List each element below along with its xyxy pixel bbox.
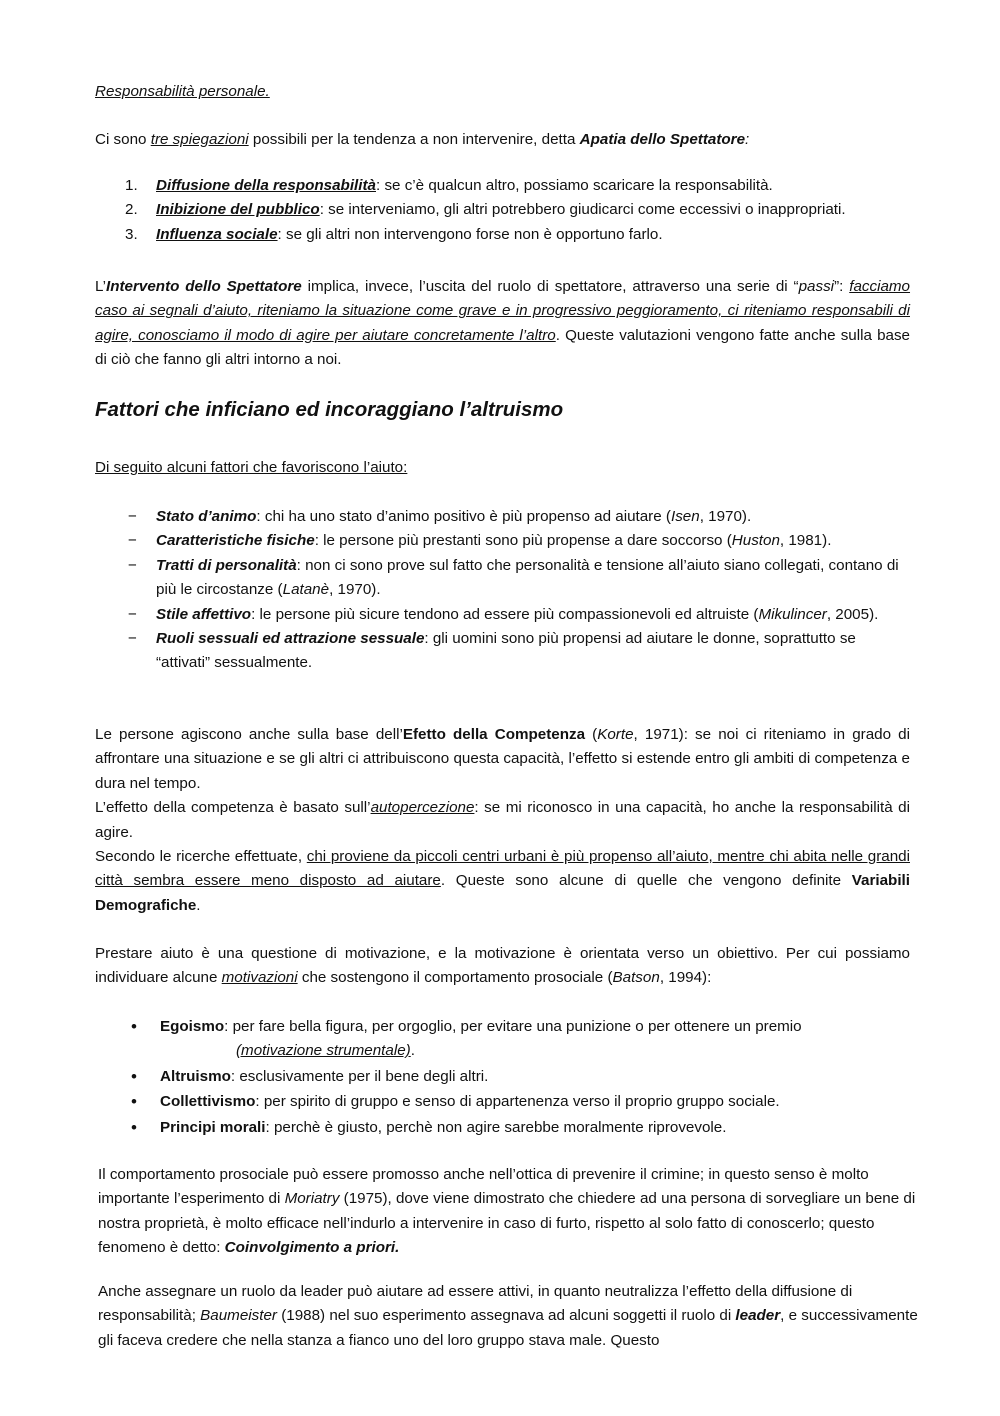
bullet-marker: • xyxy=(131,1066,137,1086)
list-item xyxy=(95,223,910,247)
text: , 1994): xyxy=(659,969,712,987)
list-term: Altruismo xyxy=(160,1067,231,1085)
list-text: : esclusivamente per il bene degli altri. xyxy=(230,1067,489,1085)
list-text: : perchè è giusto, perchè non agire sarebbe moralmente riprovevole. xyxy=(265,1118,727,1136)
citation-author: Latanè xyxy=(282,581,330,599)
text: . Queste sono alcune di quelle che vengono definite xyxy=(440,872,852,890)
list-term: Caratteristiche fisiche xyxy=(156,532,315,550)
text-underlined: tre spiegazioni xyxy=(150,131,249,148)
list-text: , 1970). xyxy=(329,581,381,599)
term-bold: Intervento dello Spettatore xyxy=(105,278,302,295)
term-bold: Coinvolgimento a priori. xyxy=(224,1239,400,1257)
list-text: : non ci sono prove sul fatto che personalità e tensione all’aiuto siano collegati, contano di più le circostanze ( xyxy=(156,556,899,599)
paragraph-leader xyxy=(98,1280,918,1353)
text: ”: xyxy=(834,278,850,295)
text: Prestare aiuto è una questione di motivazione, e la motivazione è orientata verso un obiettivo. Per cui possiamo individuare alcune xyxy=(95,945,910,987)
list-item xyxy=(95,1090,910,1114)
bullet-marker: • xyxy=(131,1117,137,1137)
list-number: 2. xyxy=(125,201,138,219)
list-text: : chi ha uno stato d’animo positivo è più propenso ad aiutare ( xyxy=(256,508,671,525)
list-item xyxy=(95,627,910,676)
term-bold: Variabili Demografiche xyxy=(95,872,910,914)
citation-author: Isen xyxy=(670,508,700,525)
text: Anche assegnare un ruolo da leader può aiutare ad essere attivi, in quanto neutralizza l’effetto della diffusione di responsabilità; xyxy=(98,1283,853,1325)
text: implica, invece, l’uscita del ruolo di spettatore, attraverso una serie di “ xyxy=(301,278,799,295)
paragraph-motivation xyxy=(95,942,910,991)
list-item xyxy=(95,1065,910,1089)
text: . Queste valutazioni vengono fatte anche sulla base di ciò che fanno gli altri intorno a noi. xyxy=(95,326,911,369)
term-bold: Apatia dello Spettatore xyxy=(579,131,746,148)
citation-author: Moriatry xyxy=(284,1190,340,1208)
text: Le persone agiscono anche sulla base dell’ xyxy=(95,726,403,743)
list-item xyxy=(95,529,910,553)
list-term: Influenza sociale xyxy=(156,225,278,243)
dash-marker: − xyxy=(128,556,137,574)
list-number: 1. xyxy=(125,177,138,194)
list-item xyxy=(95,1116,910,1140)
text-underlined: motivazioni xyxy=(221,969,298,987)
text: L’ xyxy=(95,278,106,295)
list-term: Stile affettivo xyxy=(156,605,252,623)
list-text: , 1981). xyxy=(779,532,832,550)
text-italic: passi xyxy=(798,278,835,295)
text: , 1971): se noi ci riteniamo in grado di affrontare una situazione e se gli altri ci attribuiscono questa capacità, l’effetto si estende entro gli ambiti di competenza e dura nel tempo. xyxy=(95,726,910,792)
list-number: 3. xyxy=(125,225,138,243)
text: possibili per la tendenza a non intervenire, detta xyxy=(248,131,580,148)
list-text: : se c’è qualcun altro, possiamo scaricare la responsabilità. xyxy=(376,177,773,194)
text: Il comportamento prosociale può essere promosso anche nell’ottica di prevenire il crimine; in questo senso è molto importante l’esperimento di xyxy=(98,1166,869,1208)
text: L’effetto della competenza è basato sull’ xyxy=(95,799,371,817)
text: che sostengono il comportamento prosociale ( xyxy=(297,969,613,987)
citation-author: Batson xyxy=(612,969,660,987)
text-underlined: autopercezione xyxy=(370,799,475,817)
text: : xyxy=(745,131,750,148)
term-bold: leader xyxy=(735,1307,781,1325)
list-text: , 1970). xyxy=(699,508,752,525)
motivations-list xyxy=(95,1015,910,1140)
list-item xyxy=(95,198,910,222)
list-item xyxy=(95,505,910,529)
list-term: Egoismo xyxy=(160,1018,225,1035)
list-term: Principi morali xyxy=(160,1118,266,1136)
list-item xyxy=(95,174,910,198)
bullet-marker: • xyxy=(131,1092,137,1112)
dash-marker: − xyxy=(128,630,137,648)
list-term: Diffusione della responsabilità xyxy=(156,177,376,194)
text: : se mi riconosco in una capacità, ho anche la responsabilità di agire. xyxy=(95,799,910,841)
paragraph-intervention xyxy=(95,275,910,373)
citation-author: Korte xyxy=(597,726,634,743)
factors-list xyxy=(95,505,910,676)
citation-author: Huston xyxy=(731,532,780,550)
note-text: (motivazione strumentale) xyxy=(236,1042,411,1060)
text-underlined: chi proviene da piccoli centri urbani è più propenso all’aiuto, mentre chi abita nelle grandi città sembra essere meno disposto ad aiutare xyxy=(95,848,910,890)
explanations-list xyxy=(95,174,910,247)
text: (1975), dove viene dimostrato che chiedere ad una persona di sorvegliare un bene di nostra proprietà, è molto efficace nell’indurlo a intervenire in caso di furto, rispetto al solo fatto di conoscerlo; questo fenomeno è detto: xyxy=(98,1190,916,1257)
bullet-marker: • xyxy=(131,1017,137,1036)
heading-personal-responsibility: Responsabilità personale. xyxy=(95,83,270,100)
paragraph-crime xyxy=(98,1163,918,1261)
list-term: Inibizione del pubblico xyxy=(156,201,320,219)
term-bold: Efetto della Competenza xyxy=(402,726,586,743)
text: ( xyxy=(585,726,598,743)
list-text: : le persone più prestanti sono più propense a dare soccorso ( xyxy=(314,532,732,550)
text: Secondo le ricerche effettuate, xyxy=(95,848,307,866)
section-title: Fattori che inficiano ed incoraggiano l’altruismo xyxy=(95,398,564,421)
list-text: : gli uomini sono più propensi ad aiutare le donne, soprattutto se “attivati” sessualmente. xyxy=(156,630,856,672)
citation-author: Mikulincer xyxy=(758,605,827,623)
paragraph-competence xyxy=(95,723,910,918)
note-wrapper xyxy=(160,1039,415,1063)
list-item xyxy=(95,1015,910,1064)
list-term: Ruoli sessuali ed attrazione sessuale xyxy=(156,630,425,648)
list-item xyxy=(95,554,910,603)
list-term: Stato d’animo xyxy=(156,508,257,525)
text: (1988) nel suo esperimento assegnava ad alcuni soggetti il ruolo di xyxy=(276,1307,736,1325)
text: , e successivamente gli faceva credere che nella stanza a fianco uno del loro gruppo stava male. Questo xyxy=(98,1307,918,1349)
citation-author: Baumeister xyxy=(200,1307,277,1325)
list-text: : per fare bella figura, per orgoglio, per evitare una punizione o per ottenere un premio xyxy=(224,1018,802,1035)
factors-intro: Di seguito alcuni fattori che favoriscono l’aiuto: xyxy=(95,459,408,476)
text: Ci sono xyxy=(95,131,151,148)
list-text: : se gli altri non intervengono forse non è opportuno farlo. xyxy=(277,225,663,243)
text-underlined: facciamo caso ai segnali d’aiuto, riteniamo la situazione come grave e in progressivo peggioramento, ci riteniamo responsabili di agire, conosciamo il modo di agire per aiutare concretamente l’altro xyxy=(95,278,911,344)
list-text: : se interveniamo, gli altri potrebbero giudicarci come eccessivi o inappropriati. xyxy=(319,201,846,219)
paragraph-intro xyxy=(95,128,910,152)
list-text: : le persone più sicure tendono ad essere più compassionevoli ed altruiste ( xyxy=(251,605,759,623)
list-text: : per spirito di gruppo e senso di appartenenza verso il proprio gruppo sociale. xyxy=(255,1093,780,1111)
dash-marker: − xyxy=(128,532,137,550)
list-term: Collettivismo xyxy=(160,1093,256,1111)
list-text: , 2005). xyxy=(826,605,879,623)
list-term: Tratti di personalità xyxy=(156,556,297,574)
dash-marker: − xyxy=(128,508,137,525)
dash-marker: − xyxy=(128,605,137,623)
list-text: . xyxy=(410,1042,415,1060)
text: . xyxy=(196,896,201,914)
list-item xyxy=(95,603,910,627)
